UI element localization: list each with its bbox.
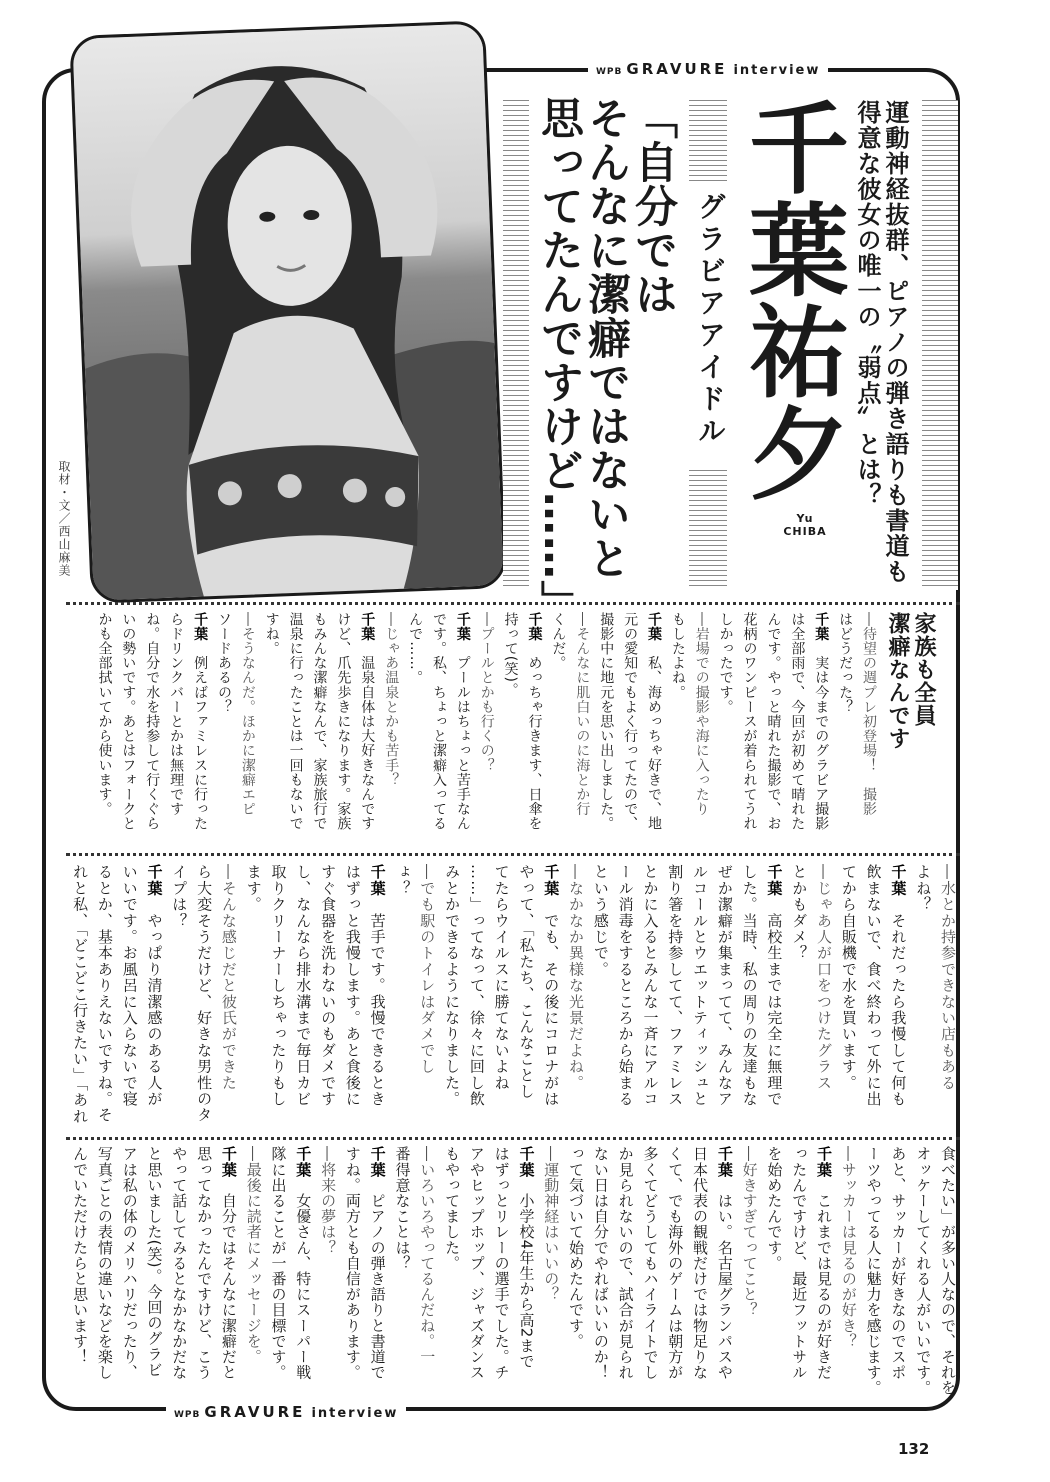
text-line bbox=[283, 612, 307, 848]
text-line bbox=[92, 612, 116, 848]
line-text: 飲まないで、食べ終わって外に出 bbox=[864, 864, 883, 1107]
line-text: を始めたんです。 bbox=[765, 1146, 784, 1271]
line-text: 持って(笑)。 bbox=[502, 612, 519, 698]
line-text: てから自販機で水を買います。 bbox=[839, 864, 858, 1091]
line-text: ―なかなか異様な光景だよね。 bbox=[567, 864, 586, 1091]
text-line bbox=[737, 864, 762, 1132]
headline-quote bbox=[535, 96, 676, 624]
interviewee-name: 千葉祐夕 bbox=[732, 96, 849, 504]
speaker-label: 千葉 bbox=[765, 864, 784, 897]
text-line bbox=[538, 864, 563, 1132]
line-text: 温泉に行ったことは一回もないで bbox=[287, 612, 304, 831]
quote-line-1: 「自分では bbox=[628, 96, 678, 316]
text-line bbox=[259, 612, 283, 848]
line-text: アやヒップホップ、ジャズダンス bbox=[467, 1146, 486, 1380]
line-text: ピアノの弾き語りと書道で bbox=[368, 1177, 387, 1381]
text-line bbox=[784, 612, 808, 848]
line-text: ―そんな感じだと彼氏ができた bbox=[219, 864, 238, 1091]
text-line bbox=[569, 612, 593, 848]
text-line bbox=[638, 864, 663, 1132]
text-line bbox=[439, 1146, 464, 1402]
line-text: 小学校4年生から高2まで bbox=[517, 1177, 536, 1370]
line-text: 日本代表の観戦だけでは物足りな bbox=[691, 1146, 710, 1380]
line-text: ―でも駅のトイレはダメでし bbox=[418, 864, 437, 1075]
line-text: 割り箸を持参してて、ファミレス bbox=[666, 864, 685, 1107]
text-line bbox=[613, 864, 638, 1132]
speaker-label: 千葉 bbox=[359, 612, 376, 642]
text-line bbox=[836, 1146, 861, 1402]
line-text: すね。両方とも自信があります。 bbox=[343, 1146, 362, 1380]
line-text: らドリンクバーとかは無理です bbox=[168, 612, 185, 817]
line-text: 苦手です。我慢できるとき bbox=[368, 896, 387, 1108]
text-line bbox=[464, 864, 489, 1132]
text-line bbox=[910, 864, 935, 1132]
text-line bbox=[378, 612, 402, 848]
text-line bbox=[832, 612, 856, 848]
text-line bbox=[340, 1146, 365, 1402]
line-text: プールはちょっと苦手なん bbox=[454, 641, 471, 832]
text-line bbox=[354, 612, 378, 848]
text-line bbox=[613, 1146, 638, 1402]
speaker-label: 千葉 bbox=[889, 864, 908, 897]
text-line bbox=[331, 612, 355, 848]
text-line bbox=[117, 1146, 142, 1402]
speaker-label: 千葉 bbox=[526, 612, 543, 642]
text-line bbox=[216, 864, 241, 1132]
speaker-label: 千葉 bbox=[715, 1146, 734, 1178]
line-text: しかったです。 bbox=[717, 612, 734, 715]
line-text: ―水とか持参できない店もある bbox=[939, 864, 957, 1091]
text-line bbox=[762, 864, 787, 1132]
text-line bbox=[563, 864, 588, 1132]
text-line bbox=[563, 1146, 588, 1402]
name-romaji-given: Yu bbox=[796, 512, 814, 525]
line-text: れと私、「どこどこ行きたい」「あれ bbox=[71, 864, 90, 1125]
text-line bbox=[861, 864, 886, 1132]
text-line bbox=[414, 1146, 439, 1402]
text-line bbox=[836, 864, 861, 1132]
line-text: ―運動神経はいいの？ bbox=[542, 1146, 561, 1302]
section-heading-line-2: 潔癖なんです bbox=[885, 612, 910, 750]
line-text: ない日は自分でやればいいのか！ bbox=[591, 1146, 610, 1380]
text-line bbox=[737, 1146, 762, 1402]
text-line bbox=[489, 1146, 514, 1402]
speaker-label: 千葉 bbox=[542, 864, 561, 897]
body-text-block-1 bbox=[66, 612, 880, 848]
section-divider bbox=[66, 853, 960, 856]
wpb-logo-text: WPB bbox=[174, 1410, 201, 1420]
text-line bbox=[235, 612, 259, 848]
gravure-text: GRAVURE bbox=[204, 1403, 306, 1421]
text-line bbox=[241, 864, 266, 1132]
top-series-label bbox=[588, 59, 828, 78]
line-text: ―じゃあ温泉とかも苦手？ bbox=[383, 612, 400, 788]
text-line bbox=[811, 1146, 836, 1402]
text-line bbox=[307, 612, 331, 848]
text-line bbox=[786, 1146, 811, 1402]
line-text: はずっとリレーの選手でした。チ bbox=[492, 1146, 511, 1380]
line-text: ―じゃあ人が口をつけたグラス bbox=[815, 864, 834, 1091]
text-line bbox=[687, 864, 712, 1132]
text-line bbox=[886, 1146, 911, 1402]
line-text: ―そうなんだ。ほかに潔癖エピ bbox=[239, 612, 256, 817]
text-line bbox=[142, 864, 167, 1132]
line-text: ーツやってる人に魅力を感じます。 bbox=[864, 1146, 883, 1396]
line-text: 番得意なことは？ bbox=[393, 1146, 412, 1271]
line-text: 隊に出ることが一番の目標です。 bbox=[269, 1146, 288, 1380]
text-line bbox=[266, 864, 291, 1132]
name-romaji bbox=[770, 512, 840, 538]
quote-line-3: 思ってたんですけど……」 bbox=[534, 96, 584, 624]
line-text: ぜか潔癖が集まってて、みんなア bbox=[715, 864, 734, 1107]
line-text: いの勢いです。あとはフォークと bbox=[120, 612, 137, 831]
text-line bbox=[910, 1146, 935, 1402]
line-text: し、なんなら排水溝まで毎日カビ bbox=[294, 864, 313, 1107]
line-text: ―岩場での撮影や海に入ったり bbox=[693, 612, 710, 817]
line-text: ―待望の週プレ初登場！ 撮影 bbox=[861, 612, 877, 817]
text-line bbox=[187, 612, 211, 848]
portrait-image bbox=[72, 23, 503, 600]
name-romaji-family: CHIBA bbox=[783, 525, 827, 538]
line-text: はどうだった？ bbox=[837, 612, 854, 715]
text-line bbox=[241, 1146, 266, 1402]
section-divider bbox=[66, 602, 960, 605]
line-text: 花柄のワンピースが着られてうれ bbox=[741, 612, 758, 831]
writer-credit: 取材・文／西山麻美 bbox=[57, 460, 71, 577]
text-line bbox=[92, 1146, 117, 1402]
line-text: んでいただけたらと思います！ bbox=[71, 1146, 90, 1365]
line-text: やって、「私たち、こんなことし bbox=[517, 864, 536, 1100]
speaker-label: 千葉 bbox=[368, 1146, 387, 1178]
speaker-label: 千葉 bbox=[219, 1146, 238, 1178]
line-text: すぐ食器を洗わないのもダメです bbox=[319, 864, 338, 1107]
text-line bbox=[687, 1146, 712, 1402]
line-text: けど、爪先歩きになります。家族 bbox=[335, 612, 352, 831]
text-line bbox=[641, 612, 665, 848]
section-heading bbox=[884, 612, 936, 750]
text-line bbox=[117, 864, 142, 1132]
text-line bbox=[762, 1146, 787, 1402]
line-text: ルコールとウエットティッシュと bbox=[691, 864, 710, 1107]
text-line bbox=[266, 1146, 291, 1402]
line-text: てたらウイルスに勝てないよね bbox=[492, 864, 511, 1091]
line-text: とかに入るとみんな一斉にアルコ bbox=[641, 864, 660, 1107]
line-text: ソードあるの？ bbox=[215, 612, 232, 715]
line-text: はい。名古屋グランパスや bbox=[715, 1177, 734, 1381]
text-line bbox=[522, 612, 546, 848]
bottom-series-label bbox=[166, 1402, 406, 1421]
text-line bbox=[712, 1146, 737, 1402]
text-line bbox=[737, 612, 761, 848]
text-line bbox=[498, 612, 522, 848]
stripe-decoration bbox=[689, 470, 727, 590]
line-text: 撮影中に地元を思い出しました。 bbox=[598, 612, 615, 831]
line-text: ―そんなに肌白いのに海とか行 bbox=[574, 612, 591, 817]
stripe-decoration bbox=[689, 100, 727, 185]
line-text: 写真ごとの表情の違いなどを楽し bbox=[95, 1146, 114, 1380]
speaker-label: 千葉 bbox=[454, 612, 471, 642]
text-line bbox=[638, 1146, 663, 1402]
text-line bbox=[67, 864, 92, 1132]
line-text: 取りクリーナーしちゃったりもし bbox=[269, 864, 288, 1107]
text-line bbox=[315, 1146, 340, 1402]
text-line bbox=[92, 864, 117, 1132]
interviewee-role: グラビアアイドル bbox=[694, 192, 727, 448]
speaker-label: 千葉 bbox=[145, 864, 164, 897]
text-line bbox=[593, 612, 617, 848]
text-line bbox=[191, 1146, 216, 1402]
text-line bbox=[402, 612, 426, 848]
line-text: かも全部拭いてから使います。 bbox=[96, 612, 113, 817]
section-heading-line-1: 家族も全員 bbox=[911, 612, 936, 727]
line-text: あと、サッカーが好きなのでスポ bbox=[889, 1146, 908, 1380]
subtitle-line-2: 得意な彼女の唯一の〝弱点〟とは？ bbox=[853, 100, 881, 508]
text-line bbox=[538, 1146, 563, 1402]
line-text: でも、その後にコロナがは bbox=[542, 896, 561, 1108]
line-text: 元の愛知でもよく行ってたので、 bbox=[622, 612, 639, 831]
line-text: もしたよね。 bbox=[669, 612, 686, 700]
line-text: 実は今までのグラビア撮影 bbox=[813, 641, 830, 832]
line-text: 高校生までは完全に無理で bbox=[765, 896, 784, 1108]
speaker-label: 千葉 bbox=[645, 612, 662, 642]
line-text: と思いました(笑)。今回のグラビ bbox=[145, 1146, 164, 1378]
line-text: 例えばファミレスに行った bbox=[192, 641, 209, 832]
text-line bbox=[191, 864, 216, 1132]
line-text: ―最後に読者にメッセージを。 bbox=[244, 1146, 263, 1365]
text-line bbox=[167, 864, 192, 1132]
quote-line-2: そんなに潔癖ではないと bbox=[581, 96, 631, 580]
line-text: はずっと我慢します。あと食後に bbox=[343, 864, 362, 1107]
line-text: それだったら我慢して何も bbox=[889, 896, 908, 1108]
line-text: すね。 bbox=[263, 612, 280, 656]
text-line bbox=[617, 612, 641, 848]
text-line bbox=[808, 612, 832, 848]
interview-text: interview bbox=[733, 63, 821, 78]
line-text: ―サッカーは見るのが好き？ bbox=[839, 1146, 858, 1349]
line-text: んです。やっと晴れた撮影で、お bbox=[765, 612, 782, 831]
speaker-label: 千葉 bbox=[294, 1146, 313, 1178]
line-text: 温泉自体は大好きなんです bbox=[359, 641, 376, 832]
line-text: って気づいて始めたんです。 bbox=[567, 1146, 586, 1349]
text-line bbox=[439, 864, 464, 1132]
text-line bbox=[365, 1146, 390, 1402]
line-text: ます。 bbox=[244, 864, 263, 913]
text-line bbox=[315, 864, 340, 1132]
line-text: みとかできるようになりました。 bbox=[443, 864, 462, 1107]
text-line bbox=[935, 1146, 960, 1402]
line-text: 自分ではそんなに潔癖だと bbox=[219, 1177, 238, 1381]
line-text: ―プールとかも行くの？ bbox=[478, 612, 495, 773]
text-line bbox=[665, 612, 689, 848]
text-line bbox=[390, 1146, 415, 1402]
text-line bbox=[290, 864, 315, 1132]
line-text: ったんですけど、最近フットサル bbox=[790, 1146, 809, 1380]
wpb-logo-text: WPB bbox=[596, 67, 623, 77]
line-text: 思ってなかったんですけど、こう bbox=[195, 1146, 214, 1380]
body-text-block-2 bbox=[66, 864, 960, 1132]
line-text: ール消毒をするところから始まる bbox=[616, 864, 635, 1107]
line-text: んで……。 bbox=[407, 612, 424, 685]
text-line bbox=[450, 612, 474, 848]
speaker-label: 千葉 bbox=[192, 612, 209, 642]
line-text: やっぱり清潔感のある人が bbox=[145, 896, 164, 1108]
text-line bbox=[489, 864, 514, 1132]
text-line bbox=[414, 864, 439, 1132]
text-line bbox=[426, 612, 450, 848]
line-text: よね？ bbox=[914, 864, 933, 913]
line-text: ―いろいろやってるんだね。一 bbox=[418, 1146, 437, 1365]
text-line bbox=[340, 864, 365, 1132]
text-line bbox=[662, 1146, 687, 1402]
text-line bbox=[662, 864, 687, 1132]
text-line bbox=[139, 612, 163, 848]
line-text: ―将来の夢は？ bbox=[319, 1146, 338, 1256]
text-line bbox=[712, 864, 737, 1132]
gravure-text: GRAVURE bbox=[626, 60, 728, 78]
line-text: やって話してみるとなかなかだな bbox=[170, 1146, 189, 1380]
line-text: という感じで。 bbox=[591, 864, 610, 978]
line-text: 女優さん、特にスーパー戦 bbox=[294, 1177, 313, 1381]
text-line bbox=[761, 612, 785, 848]
text-line bbox=[713, 612, 737, 848]
section-divider bbox=[66, 1137, 960, 1140]
line-text: これまでは見るのが好きだ bbox=[815, 1177, 834, 1381]
line-text: くんだ。 bbox=[550, 612, 567, 671]
interview-text: interview bbox=[311, 1406, 399, 1421]
text-line bbox=[474, 612, 498, 848]
line-text: 多くてどうしてもハイライトでし bbox=[641, 1146, 660, 1380]
line-text: ょ？ bbox=[393, 864, 412, 897]
text-line bbox=[811, 864, 836, 1132]
line-text: した。当時、私の周りの友達もな bbox=[740, 864, 759, 1107]
text-line bbox=[167, 1146, 192, 1402]
text-line bbox=[163, 612, 187, 848]
text-line bbox=[390, 864, 415, 1132]
text-line bbox=[861, 1146, 886, 1402]
speaker-label: 千葉 bbox=[517, 1146, 536, 1178]
text-line bbox=[365, 864, 390, 1132]
portrait-photo bbox=[69, 20, 506, 604]
text-line bbox=[588, 864, 613, 1132]
line-text: くて、でも海外のゲームは朝方が bbox=[666, 1146, 685, 1380]
text-line bbox=[588, 1146, 613, 1402]
subtitle bbox=[853, 100, 909, 585]
line-text: とかもダメ？ bbox=[790, 864, 809, 962]
text-line bbox=[211, 612, 235, 848]
text-line bbox=[67, 1146, 92, 1402]
line-text: アは私の体のメリハリだったり、 bbox=[120, 1146, 139, 1380]
line-text: いいです。お風呂に入らないで寝 bbox=[120, 864, 139, 1107]
line-text: ……」ってなって、徐々に回し飲 bbox=[467, 864, 486, 1107]
speaker-label: 千葉 bbox=[815, 1146, 834, 1178]
line-text: るとか、基本ありえないですね。そ bbox=[95, 864, 114, 1124]
line-text: です。私、ちょっと潔癖入ってる bbox=[430, 612, 447, 831]
text-line bbox=[216, 1146, 241, 1402]
stripe-decoration bbox=[922, 100, 958, 590]
text-line bbox=[290, 1146, 315, 1402]
speaker-label: 千葉 bbox=[368, 864, 387, 897]
line-text: もやってました。 bbox=[443, 1146, 462, 1271]
line-text: ―好きすぎてってこと？ bbox=[740, 1146, 759, 1318]
line-text: 食べたい」が多い人なので、それを bbox=[939, 1146, 957, 1396]
text-line bbox=[935, 864, 960, 1132]
text-line bbox=[886, 864, 911, 1132]
body-text-block-3 bbox=[66, 1146, 960, 1402]
line-text: もみんな潔癖なんで、家族旅行で bbox=[311, 612, 328, 831]
speaker-label: 千葉 bbox=[813, 612, 830, 642]
line-text: は全部雨で、今回が初めて晴れた bbox=[789, 612, 806, 831]
line-text: 私、海めっちゃ好きで、地 bbox=[645, 641, 662, 832]
page-number: 132 bbox=[898, 1440, 930, 1458]
text-line bbox=[514, 864, 539, 1132]
text-line bbox=[464, 1146, 489, 1402]
line-text: ら大変そうだけど、好きな男性のタ bbox=[195, 864, 214, 1124]
text-line bbox=[856, 612, 880, 848]
stripe-decoration bbox=[503, 100, 529, 590]
text-line bbox=[786, 864, 811, 1132]
text-line bbox=[689, 612, 713, 848]
text-line bbox=[142, 1146, 167, 1402]
line-text: めっちゃ行きます、日傘を bbox=[526, 641, 543, 832]
line-text: ね。自分で水を持参して行くぐら bbox=[144, 612, 161, 831]
text-line bbox=[514, 1146, 539, 1402]
line-text: イプは？ bbox=[170, 864, 189, 929]
line-text: オッケーしてくれる人がいいです。 bbox=[914, 1146, 933, 1396]
line-text: か見られないので、試合が見られ bbox=[616, 1146, 635, 1380]
text-line bbox=[546, 612, 570, 848]
subtitle-line-1: 運動神経抜群、ピアノの弾き語りも書道も bbox=[881, 100, 909, 585]
text-line bbox=[116, 612, 140, 848]
